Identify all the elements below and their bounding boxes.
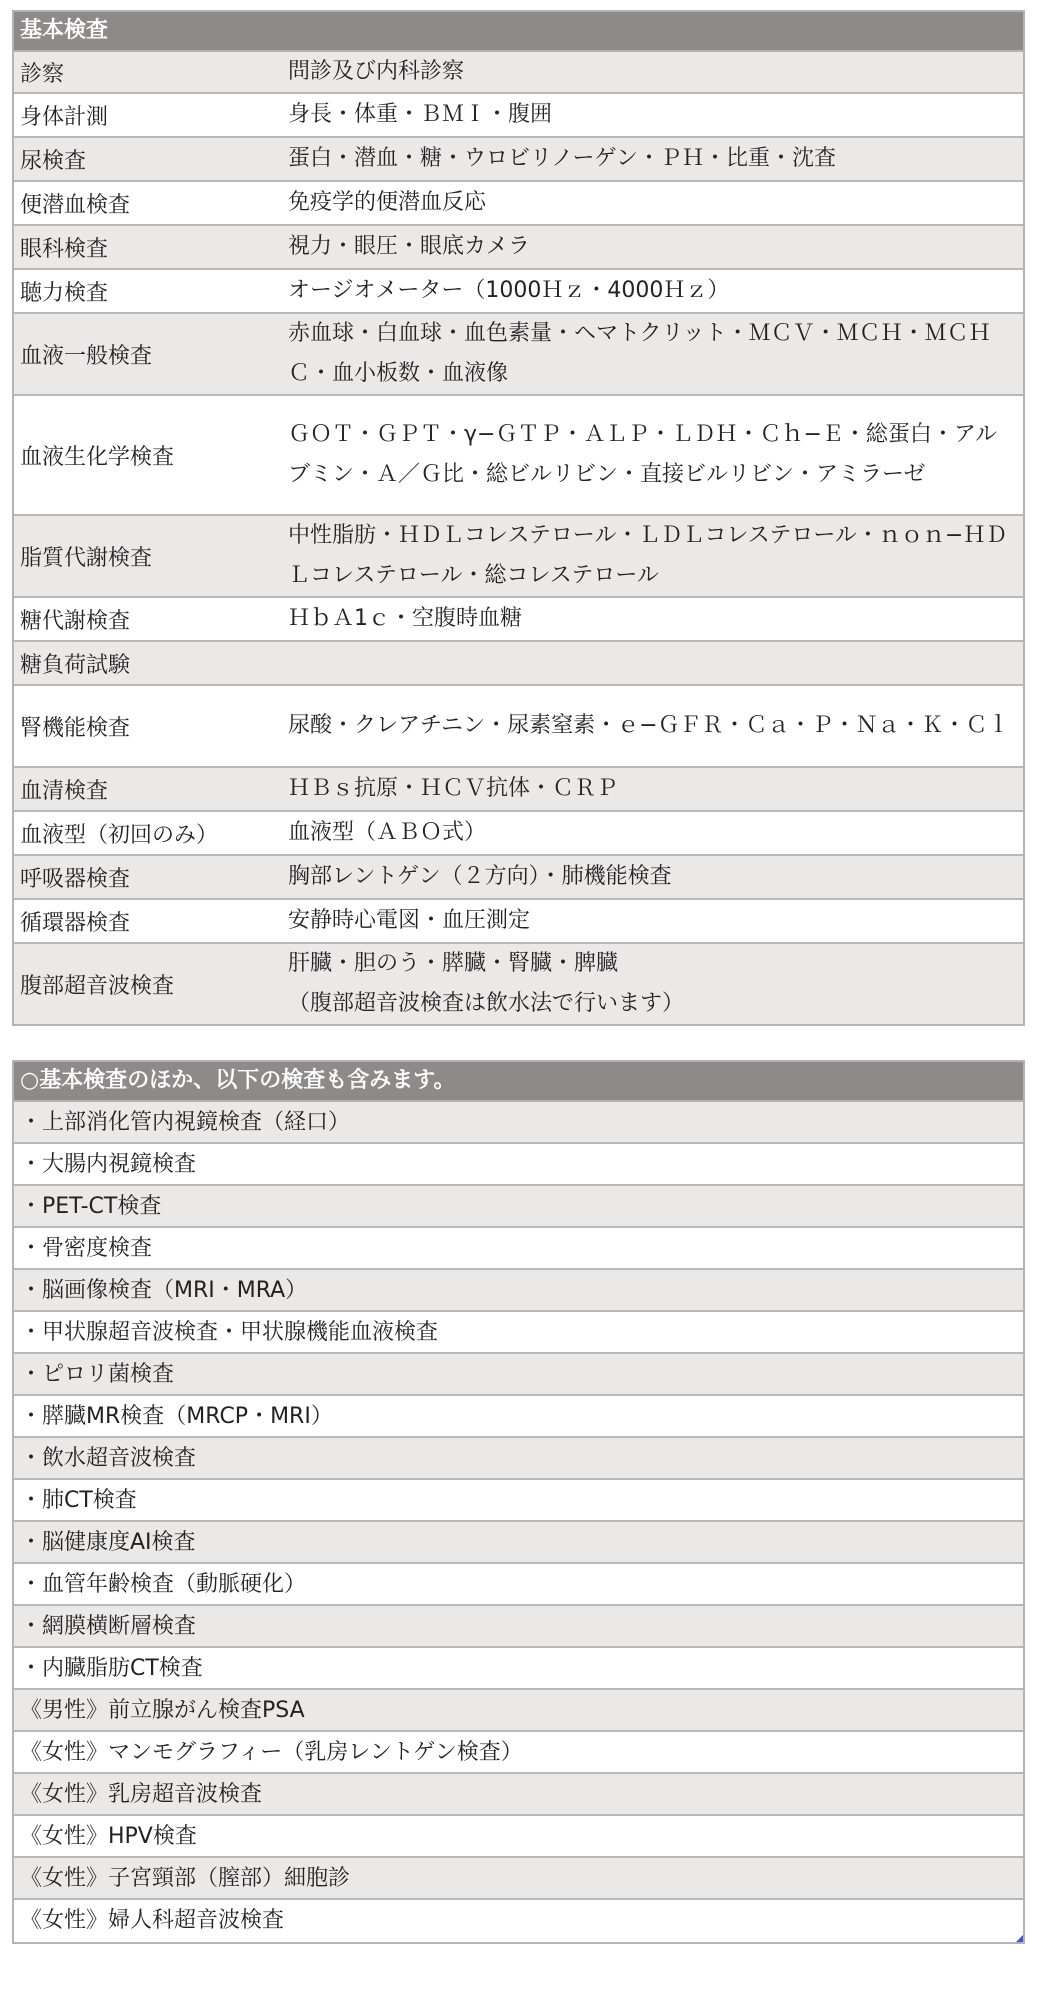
exam-row	[14, 94, 1023, 138]
exam-items-text: 視力・眼圧・眼底カメラ	[288, 234, 531, 259]
exam-items	[282, 138, 1023, 180]
extra-exam-item: ・脳画像検査（MRI・MRA）	[14, 1270, 1023, 1312]
resize-corner-icon	[1016, 1935, 1023, 1942]
exam-name: 腎機能検査	[20, 715, 131, 741]
exam-name: 腹部超音波検査	[20, 973, 175, 999]
exam-name: 血液一般検査	[20, 343, 153, 369]
exam-items-text: 肝臓・胆のう・膵臓・腎臓・脾臓	[288, 951, 619, 976]
exam-row	[14, 900, 1023, 944]
exam-row	[14, 314, 1023, 396]
exam-items-text: 安静時心電図・血圧測定	[288, 908, 531, 933]
extra-exam-item: 《女性》婦人科超音波検査	[14, 1900, 1023, 1942]
exam-name: 身体計測	[20, 104, 109, 130]
extra-exam-item: ・脳健康度AI検査	[14, 1522, 1023, 1564]
exam-row	[14, 516, 1023, 598]
basic-exam-header: 基本検査	[14, 12, 1023, 52]
extra-exam-item: ・膵臓MR検査（MRCP・MRI）	[14, 1396, 1023, 1438]
extra-exam-item: ・甲状腺超音波検査・甲状腺機能血液検査	[14, 1312, 1023, 1354]
extra-exam-item: 《男性》前立腺がん検査PSA	[14, 1690, 1023, 1732]
exam-name: 血液生化学検査	[20, 444, 175, 470]
exam-items	[282, 226, 1023, 268]
exam-items-text: 免疫学的便潜血反応	[288, 190, 487, 215]
exam-items-text: 血液型（ＡＢＯ式）	[288, 820, 487, 845]
exam-name: 循環器検査	[20, 910, 131, 936]
exam-items	[282, 944, 1023, 1024]
exam-name: 聴力検査	[20, 280, 109, 306]
exam-items-text: ＨｂＡ1ｃ・空腹時血糖	[288, 606, 522, 631]
exam-items-text: 尿酸・クレアチニン・尿素窒素・ｅ−ＧＦＲ・Ｃａ・Ｐ・Ｎａ・Ｋ・Ｃｌ	[288, 713, 1010, 738]
exam-name: 糖負荷試験	[20, 652, 131, 678]
exam-items	[282, 768, 1023, 810]
exam-row	[14, 226, 1023, 270]
extra-exam-item: ・大腸内視鏡検査	[14, 1144, 1023, 1186]
extra-exam-item: ・内臓脂肪CT検査	[14, 1648, 1023, 1690]
exam-items-text: 身長・体重・ＢＭＩ・腹囲	[288, 102, 553, 127]
exam-items-text: 蛋白・潜血・糖・ウロビリノーゲン・ＰＨ・比重・沈査	[288, 146, 837, 171]
exam-name: 眼科検査	[20, 236, 109, 262]
exam-row	[14, 396, 1023, 516]
exam-row	[14, 138, 1023, 182]
exam-name: 尿検査	[20, 148, 87, 174]
exam-row	[14, 812, 1023, 856]
extra-exam-header: ○基本検査のほか、以下の検査も含みます。	[14, 1062, 1023, 1102]
extra-exam-item: 《女性》HPV検査	[14, 1816, 1023, 1858]
exam-name: 血清検査	[20, 778, 109, 804]
exam-items	[282, 900, 1023, 942]
exam-name: 血液型（初回のみ）	[20, 822, 219, 848]
extra-exam-item: ・上部消化管内視鏡検査（経口）	[14, 1102, 1023, 1144]
exam-items-text: ＧＯＴ・ＧＰＴ・γ−ＧＴＰ・ＡＬＰ・ＬＤＨ・Ｃｈ−Ｅ・総蛋白・アルブミン・Ａ／Ｇ比・総ビルリビン・直接ビルリビン・アミラーゼ	[288, 422, 998, 487]
exam-items	[282, 314, 1023, 394]
basic-exam-rows	[14, 52, 1023, 1024]
exam-row	[14, 182, 1023, 226]
extra-exam-table	[12, 1060, 1025, 1944]
exam-row	[14, 270, 1023, 314]
exam-items	[282, 812, 1023, 854]
exam-name: 脂質代謝検査	[20, 545, 153, 571]
extra-exam-item: ・ピロリ菌検査	[14, 1354, 1023, 1396]
exam-items-text: 胸部レントゲン（２方向）・肺機能検査	[288, 864, 672, 889]
extra-exam-item: 《女性》マンモグラフィー（乳房レントゲン検査）	[14, 1732, 1023, 1774]
exam-row	[14, 856, 1023, 900]
exam-items-note: （腹部超音波検査は飲水法で行います）	[288, 991, 685, 1016]
exam-row	[14, 598, 1023, 642]
extra-exam-item: ・網膜横断層検査	[14, 1606, 1023, 1648]
extra-exam-item: ・飲水超音波検査	[14, 1438, 1023, 1480]
exam-name: 診察	[20, 61, 65, 87]
exam-items	[282, 396, 1023, 514]
exam-name: 便潜血検査	[20, 192, 131, 218]
exam-items-text: 赤血球・白血球・血色素量・ヘマトクリット・ＭＣＶ・ＭＣＨ・ＭＣＨＣ・血小板数・血液像	[288, 321, 991, 386]
exam-items	[282, 642, 1023, 684]
exam-items-text: 中性脂肪・ＨＤＬコレステロール・ＬＤＬコレステロール・ｎｏｎ−ＨＤＬコレステロール・総コレステロール	[288, 523, 1008, 588]
exam-row	[14, 768, 1023, 812]
exam-items	[282, 516, 1023, 596]
exam-name: 呼吸器検査	[20, 866, 131, 892]
exam-items-text: 問診及び内科診察	[288, 59, 465, 84]
extra-exam-item: ・血管年齢検査（動脈硬化）	[14, 1564, 1023, 1606]
exam-items	[282, 686, 1023, 766]
exam-items-text: ＨＢｓ抗原・ＨＣＶ抗体・ＣＲＰ	[288, 776, 619, 801]
exam-items	[282, 856, 1023, 898]
exam-row	[14, 686, 1023, 768]
extra-exam-item: ・骨密度検査	[14, 1228, 1023, 1270]
exam-row	[14, 642, 1023, 686]
exam-row	[14, 944, 1023, 1024]
extra-exam-item: ・肺CT検査	[14, 1480, 1023, 1522]
exam-name: 糖代謝検査	[20, 608, 131, 634]
exam-items	[282, 182, 1023, 224]
exam-items	[282, 94, 1023, 136]
extra-exam-item: 《女性》乳房超音波検査	[14, 1774, 1023, 1816]
basic-exam-table	[12, 10, 1025, 1026]
exam-items	[282, 598, 1023, 640]
exam-items	[282, 270, 1023, 312]
extra-exam-item: 《女性》子宮頸部（膣部）細胞診	[14, 1858, 1023, 1900]
extra-exam-item: ・PET-CT検査	[14, 1186, 1023, 1228]
exam-items-text: オージオメーター（1000Ｈｚ・4000Ｈｚ）	[288, 278, 730, 303]
extra-exam-rows	[14, 1102, 1023, 1942]
exam-items	[282, 52, 1023, 92]
exam-row	[14, 52, 1023, 94]
